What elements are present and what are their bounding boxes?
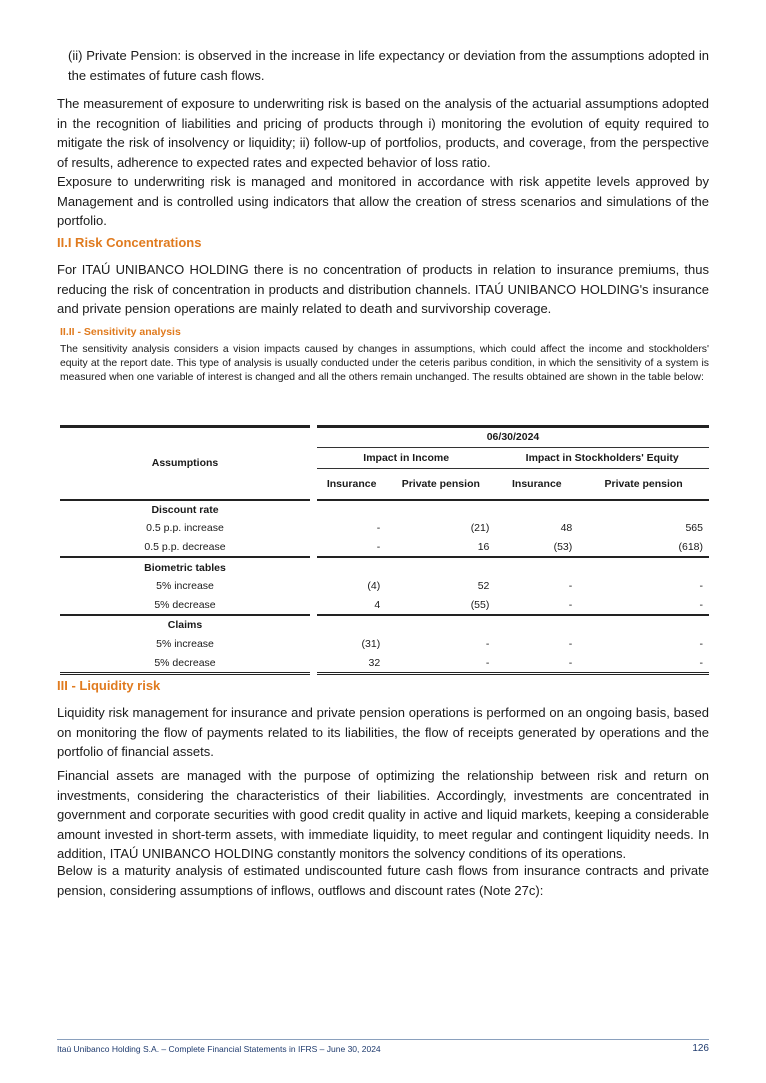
value-cell: - xyxy=(568,580,573,593)
group-header-row xyxy=(60,500,709,520)
table-row xyxy=(60,596,709,616)
value-cell: - xyxy=(699,580,703,593)
sensitivity-heading: II.II - Sensitivity analysis xyxy=(60,326,181,338)
footer-text: Itaú Unibanco Holding S.A. – Complete Financial Statements in IFRS – June 30, 2024 xyxy=(57,1044,381,1054)
income-private-pension-header: Private pension xyxy=(386,468,495,500)
value-cell: - xyxy=(485,638,490,651)
value-cell: (4) xyxy=(367,580,381,593)
table-row xyxy=(60,577,709,596)
row-label: 5% decrease xyxy=(60,653,310,673)
value-cell: - xyxy=(568,638,573,651)
row-label: 5% increase xyxy=(156,580,214,593)
value-cell: 565 xyxy=(685,522,703,535)
value-cell: 52 xyxy=(477,580,490,593)
group-header-row xyxy=(60,557,709,577)
value-cell: (21) xyxy=(470,522,490,535)
value-cell: 16 xyxy=(386,538,495,558)
value-cell: - xyxy=(699,638,703,651)
private-pension-paragraph: (ii) Private Pension: is observed in the increase in life expectancy or deviation from the assumptions adopted in the estimates of future cash flows. xyxy=(68,48,709,83)
group-title: Biometric tables xyxy=(144,561,226,574)
date-header: 06/30/2024 xyxy=(317,427,709,448)
equity-insurance-header: Insurance xyxy=(495,468,578,500)
group-title: Discount rate xyxy=(151,503,219,516)
value-cell: - xyxy=(317,538,386,558)
value-cell: 48 xyxy=(560,522,573,535)
exposure-paragraph: Exposure to underwriting risk is managed and monitored in accordance with risk appetite levels approved by Management and is controlled using indicators that allow the creation of stress scenarios and simulations of the portfolio. xyxy=(57,174,709,228)
assumptions-header: Assumptions xyxy=(60,427,310,500)
equity-private-pension-header: Private pension xyxy=(578,468,709,500)
value-cell: - xyxy=(578,653,709,673)
value-cell: 32 xyxy=(317,653,386,673)
value-cell: - xyxy=(495,653,578,673)
value-cell: (55) xyxy=(386,596,495,616)
row-label: 5% increase xyxy=(156,638,214,651)
sensitivity-paragraph: The sensitivity analysis considers a vision impacts caused by changes in assumptions, which could affect the income and stockholders' equity at the report date. This type of analysis is usually conducted under the ceteris paribus condition, in which the sensitivity of a system is measured when one variable of interest is changed and all the others remain unchanged. The results obtained are shown in the table below: xyxy=(60,344,709,383)
income-insurance-header: Insurance xyxy=(317,468,386,500)
page-number: 126 xyxy=(692,1043,709,1054)
table-row xyxy=(60,538,709,558)
table-row xyxy=(60,635,709,654)
risk-concentrations-heading: II.I Risk Concentrations xyxy=(57,235,202,250)
row-label: 0.5 p.p. decrease xyxy=(60,538,310,558)
value-cell: - xyxy=(495,596,578,616)
value-cell: - xyxy=(578,596,709,616)
value-cell: 4 xyxy=(317,596,386,616)
group-header-row xyxy=(60,615,709,635)
table-row xyxy=(60,519,709,538)
concentration-paragraph: For ITAÚ UNIBANCO HOLDING there is no concentration of products in relation to insurance premiums, thus reducing the risk of concentration in products and distribution channels. ITAÚ UNIBANCO HOLDING's insurance and private pension operations are mainly related to death and survivorship coverage. xyxy=(57,262,709,316)
measurement-paragraph: The measurement of exposure to underwriting risk is based on the analysis of the actuarial assumptions adopted in the recognition of liabilities and pricing of products through i) monitoring the evolution of equity required to mitigate the risk of insolvency or liquidity; ii) follow-up of portfolios, products, and coverage, from the perspective of results, adherence to expected rates and expected behavior of loss ratio. xyxy=(57,96,709,170)
value-cell: - xyxy=(386,653,495,673)
value-cell: - xyxy=(376,522,381,535)
liquidity-paragraph-3: Below is a maturity analysis of estimated undiscounted future cash flows from insurance contracts and private pension, considering assumptions of inflows, outflows and discount rates (Note 27c): xyxy=(57,863,709,898)
liquidity-paragraph-2: Financial assets are managed with the purpose of optimizing the relationship between risk and return on investments, considering the characteristics of their liabilities. Accordingly, investments are concentrated in government and corporate securities with good credit quality in active and liquid markets, keeping a considerable amount invested in short-term assets, with immediate liquidity, to meet regular and contingent liquidity needs. In addition, ITAÚ UNIBANCO HOLDING constantly monitors the solvency conditions of its operations. xyxy=(57,768,709,861)
sensitivity-table xyxy=(60,425,709,675)
row-label: 0.5 p.p. increase xyxy=(146,522,224,535)
row-label: 5% decrease xyxy=(60,596,310,616)
impact-income-header: Impact in Income xyxy=(317,447,495,468)
value-cell: (31) xyxy=(361,638,381,651)
value-cell: (53) xyxy=(495,538,578,558)
value-cell: (618) xyxy=(578,538,709,558)
group-title: Claims xyxy=(167,619,203,632)
liquidity-heading: III - Liquidity risk xyxy=(57,678,161,693)
table-row xyxy=(60,653,709,673)
liquidity-paragraph-1: Liquidity risk management for insurance and private pension operations is performed on an ongoing basis, based on monitoring the flow of payments related to its liabilities, the flow of receipts generated by operations and the portfolio of financial assets. xyxy=(57,705,709,759)
footer-divider xyxy=(57,1039,709,1040)
impact-equity-header: Impact in Stockholders' Equity xyxy=(495,447,709,468)
